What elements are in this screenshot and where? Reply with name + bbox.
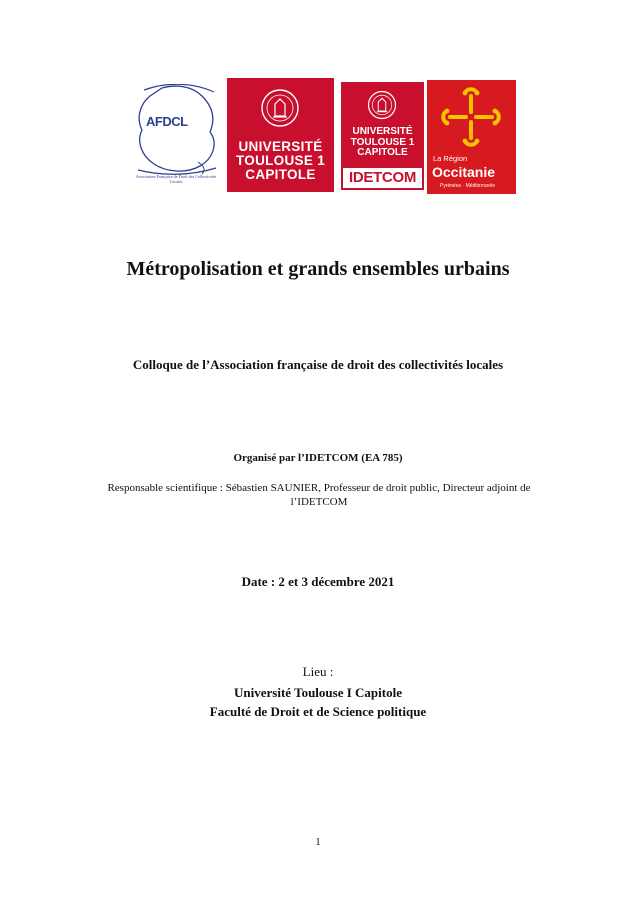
ut1-capitole-logo (227, 78, 334, 192)
logos-row (0, 78, 636, 198)
university-seal-icon (260, 88, 300, 128)
occitanie-logo (427, 80, 516, 194)
idetcom-badge: IDETCOM (343, 168, 422, 188)
afdcl-full-name: Association Française de Droit des Collectivités Locales (135, 174, 217, 184)
document-title: Métropolisation et grands ensembles urbains (126, 258, 510, 280)
afdcl-logo (132, 84, 220, 194)
idetcom-line-3: CAPITOLE (357, 147, 408, 158)
ut1-line-1: UNIVERSITÉ (238, 139, 323, 154)
university-seal-icon (367, 90, 397, 120)
place-faculty: Faculté de Droit et de Science politique (209, 704, 427, 719)
scientific-lead: Responsable scientifique : Sébastien SAUNIER, Professeur de droit public, Directeur adjoint de l’IDETCOM (107, 482, 531, 508)
ut1-line-2: TOULOUSE 1 (235, 153, 326, 168)
france-map-icon (132, 84, 220, 176)
event-date: Date : 2 et 3 décembre 2021 (241, 574, 395, 589)
idetcom-line-2: TOULOUSE 1 (350, 136, 415, 148)
occitanie-prefix: La Région (433, 154, 468, 163)
occitan-cross-icon (441, 86, 501, 148)
place-university: Université Toulouse I Capitole (234, 685, 402, 700)
idetcom-logo (341, 82, 424, 190)
afdcl-acronym: AFDCL (146, 114, 188, 129)
page-number: 1 (315, 836, 321, 848)
document-subtitle: Colloque de l’Association française de droit des collectivités locales (132, 357, 504, 372)
place-label: Lieu : (302, 664, 334, 679)
occitanie-name: Occitanie (432, 164, 496, 180)
idetcom-university-wordmark (341, 127, 424, 159)
organised-by: Organisé par l’IDETCOM (EA 785) (233, 452, 403, 464)
ut1-wordmark (227, 140, 334, 182)
idetcom-line-1: UNIVERSITÉ (352, 126, 413, 137)
ut1-line-3: CAPITOLE (245, 167, 316, 182)
occitanie-subtitle: Pyrénées · Méditerranée (440, 183, 496, 189)
